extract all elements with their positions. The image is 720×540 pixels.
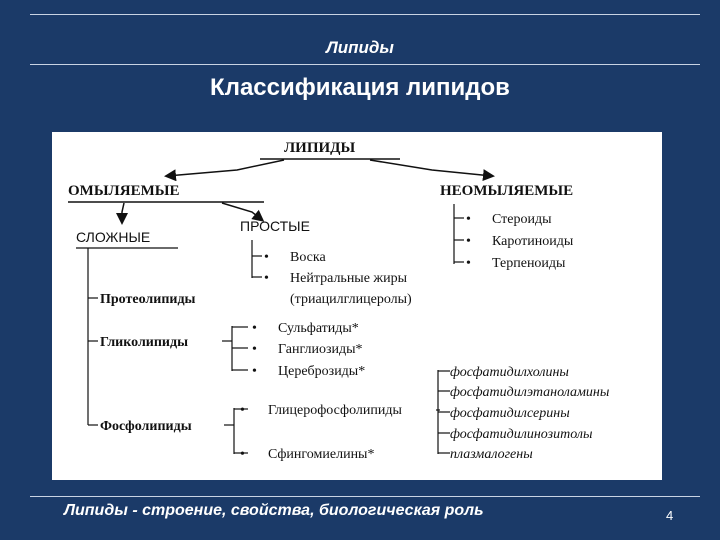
phosphatidylethanolamines-label: фосфатидилэтаноламины bbox=[450, 385, 610, 400]
bullet: • bbox=[240, 447, 245, 462]
root-to-saponifiable-arrow bbox=[167, 160, 284, 176]
unsaponifiable-label: НЕОМЫЛЯЕМЫЕ bbox=[440, 183, 574, 199]
bullet: • bbox=[252, 342, 257, 357]
bullet: • bbox=[252, 364, 257, 379]
bullet: • bbox=[252, 321, 257, 336]
saponifiable-to-complex-arrow bbox=[122, 203, 124, 222]
bullet: • bbox=[466, 212, 471, 227]
carotenoids-label: Каротиноиды bbox=[492, 234, 574, 249]
diagram-canvas bbox=[52, 132, 662, 480]
triacylglycerols-note: (триацилглицеролы) bbox=[290, 292, 412, 307]
phosphatidylinositols-label: фосфатидилинозитолы bbox=[450, 427, 593, 442]
steroids-label: Стероиды bbox=[492, 212, 552, 227]
cerebrosides-label: Цереброзиды* bbox=[278, 364, 366, 379]
top-rule bbox=[30, 14, 700, 15]
bullet: • bbox=[466, 256, 471, 271]
title-rule bbox=[30, 64, 700, 65]
glycerophospholipids-label: Глицерофосфолипиды bbox=[268, 403, 402, 418]
root-to-unsaponifiable-arrow bbox=[370, 160, 492, 176]
phosphatidylserines-label: фосфатидилсерины bbox=[450, 406, 570, 421]
complex-label: СЛОЖНЫЕ bbox=[76, 229, 151, 245]
bullet: • bbox=[264, 250, 269, 265]
bullet: • bbox=[466, 234, 471, 249]
gangliosides-label: Ганглиозиды* bbox=[278, 342, 363, 357]
saponifiable-label: ОМЫЛЯЕМЫЕ bbox=[68, 183, 180, 199]
phosphatidylcholines-label: фосфатидилхолины bbox=[450, 365, 569, 380]
slide-title: Классификация липидов bbox=[210, 74, 510, 101]
plasmalogens-label: плазмалогены bbox=[450, 447, 533, 462]
slide-subtitle: Липиды bbox=[326, 38, 394, 57]
footer-caption: Липиды - строение, свойства, биологическая роль bbox=[64, 502, 484, 519]
simple-label: ПРОСТЫЕ bbox=[240, 218, 310, 234]
bullet: • bbox=[240, 403, 245, 418]
root-label: ЛИПИДЫ bbox=[284, 140, 356, 156]
page-number: 4 bbox=[666, 508, 674, 523]
sphingomyelins-label: Сфингомиелины* bbox=[268, 447, 375, 462]
lipid-classification-diagram bbox=[52, 132, 662, 480]
terpenoids-label: Терпеноиды bbox=[492, 256, 566, 271]
proteolipids-label: Протеолипиды bbox=[100, 292, 196, 307]
neutral-fats-label: Нейтральные жиры bbox=[290, 271, 407, 286]
phospholipids-label: Фосфолипиды bbox=[100, 419, 192, 434]
sulfatides-label: Сульфатиды* bbox=[278, 321, 359, 336]
footer-rule bbox=[30, 496, 700, 497]
bullet: • bbox=[264, 271, 269, 286]
waxes-label: Воска bbox=[290, 250, 326, 265]
glycolipids-label: Гликолипиды bbox=[100, 335, 189, 350]
